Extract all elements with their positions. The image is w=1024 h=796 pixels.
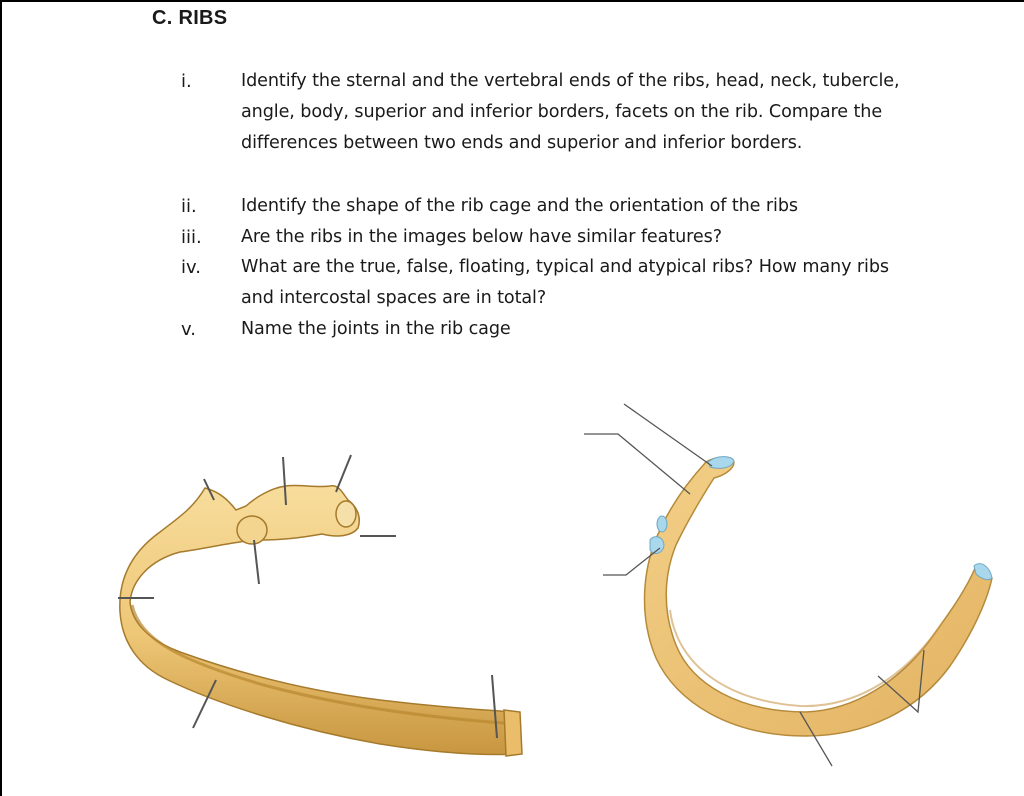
question-number: iii. <box>181 227 202 248</box>
right-rib-illustration <box>584 404 992 766</box>
section-title: C. RIBS <box>152 7 228 29</box>
question-number: i. <box>181 71 192 92</box>
question-text: Identify the sternal and the vertebral ends of the ribs, head, neck, tubercle, angle, body, superior and inferior borders, facets on the rib. Compare the differences between two ends and superior and inferior borders. <box>241 71 900 153</box>
question-text: What are the true, false, floating, typical and atypical ribs? How many ribs and intercostal spaces are in total? <box>241 257 889 308</box>
question-text: Name the joints in the rib cage <box>241 319 511 339</box>
question-number: v. <box>181 319 196 340</box>
question-number: ii. <box>181 196 197 217</box>
right-rib-facet <box>657 516 667 532</box>
question-text: Are the ribs in the images below have similar features? <box>241 227 722 247</box>
left-rib-head-facet <box>336 501 356 527</box>
left-rib-illustration <box>118 455 522 756</box>
left-rib-sternal-end <box>504 710 522 756</box>
right-rib-body <box>645 458 993 737</box>
question-number: iv. <box>181 257 201 278</box>
left-rib-tubercle <box>237 516 267 544</box>
left-rib-body <box>120 485 520 754</box>
question-text: Identify the shape of the rib cage and the orientation of the ribs <box>241 196 798 216</box>
